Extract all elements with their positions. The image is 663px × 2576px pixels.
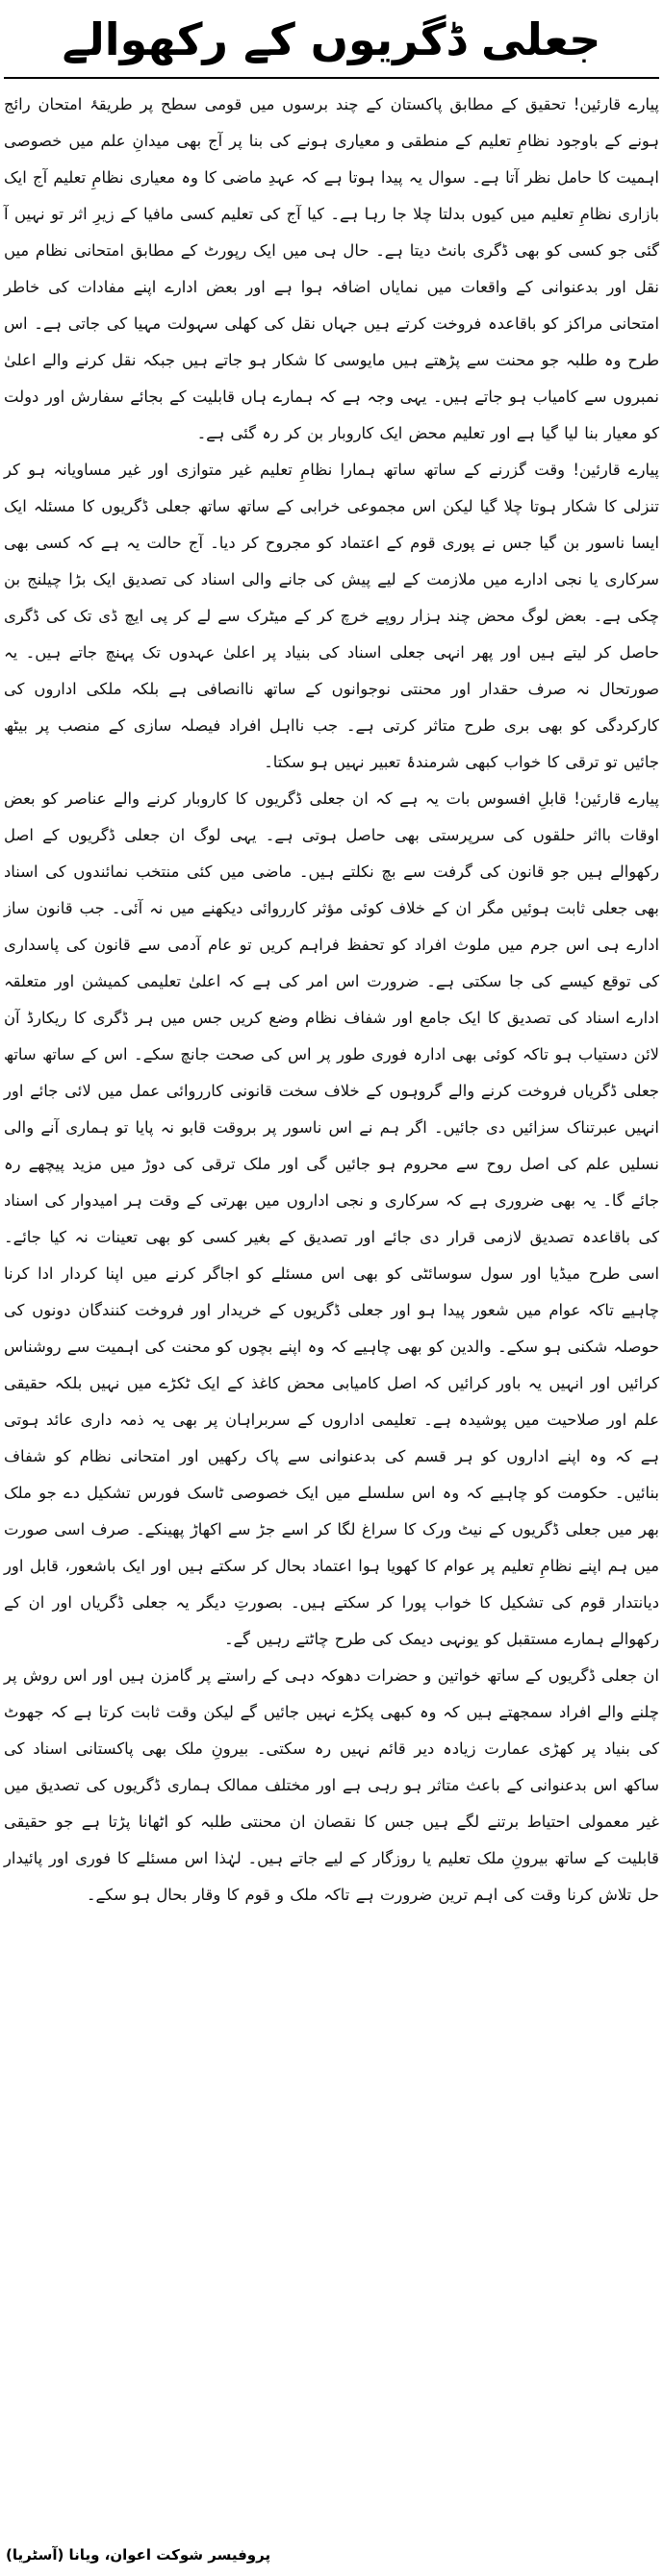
headline: جعلی ڈگریوں کے رکھوالے <box>62 13 601 65</box>
author-byline: پروفیسر شوکت اعوان، ویانا (آسٹریا) <box>6 2546 271 2563</box>
paragraph: پیارے قارئین! تحقیق کے مطابق پاکستان کے چند برسوں میں قومی سطح پر طریقۂ امتحان رائج ہونے کے باوجود نظامِ تعلیم کے منطقی و معیاری ہونے کی بنا پر آج بھی میدانِ علم میں خصوصی اہمیت کا حامل نظر آتا ہے۔ سوال یہ پیدا ہوتا ہے کہ عہدِ ماضی کا وہ معیاری نظامِ تعلیم آج ایک بازاری نظامِ تعلیم میں کیوں بدلتا چلا جا رہا ہے۔ کیا آج کی تعلیم کسی مافیا کے زیرِ اثر تو نہیں آ گئی جو کسی کو بھی ڈگری بانٹ دیتا ہے۔ حال ہی میں ایک رپورٹ کے مطابق امتحانی نظام میں نقل اور بدعنوانی کے واقعات میں نمایاں اضافہ ہوا ہے اور بعض ادارے اپنے مفادات کی خاطر امتحانی مراکز کو باقاعدہ فروخت کرتے ہیں جہاں نقل کی کھلی سہولت مہیا کی جاتی ہے۔ اس طرح وہ طلبہ جو محنت سے پڑھتے ہیں مایوسی کا شکار ہو جاتے ہیں جبکہ نقل کرنے والے اعلیٰ نمبروں سے کامیاب ہو جاتے ہیں۔ یہی وجہ ہے کہ ہمارے ہاں قابلیت کے بجائے سفارش اور دولت کو معیار بنا لیا گیا ہے اور تعلیم محض ایک کاروبار بن کر رہ گئی ہے۔ <box>4 95 659 442</box>
headline-divider <box>4 77 659 79</box>
paragraph: ان جعلی ڈگریوں کے ساتھ خواتین و حضرات دھوکہ دہی کے راستے پر گامزن ہیں اور اس روش پر چلنے والے افراد سمجھتے ہیں کہ وہ کبھی پکڑے نہیں جائیں گے لیکن وقت ثابت کرتا ہے کہ جھوٹ کی بنیاد پر کھڑی عمارت زیادہ دیر قائم نہیں رہ سکتی۔ بیرونِ ملک بھی پاکستانی اسناد کی ساکھ اس بدعنوانی کے باعث متاثر ہو رہی ہے اور مختلف ممالک ہماری ڈگریوں کی تصدیق میں غیر معمولی احتیاط برتنے لگے ہیں جس کا نقصان ان محنتی طلبہ کو اٹھانا پڑتا ہے جو حقیقی قابلیت کے ساتھ بیرونِ ملک تعلیم یا روزگار کے لیے جاتے ہیں۔ لہٰذا اس مسئلے کا فوری اور پائیدار حل تلاش کرنا وقت کی اہم ترین ضرورت ہے تاکہ ملک و قوم کا وقار بحال ہو سکے۔ <box>4 1666 659 1904</box>
paragraph: پیارے قارئین! قابلِ افسوس بات یہ ہے کہ ان جعلی ڈگریوں کا کاروبار کرنے والے عناصر کو بعض اوقات بااثر حلقوں کی سرپرستی بھی حاصل ہوتی ہے۔ یہی لوگ ان جعلی ڈگریوں کے اصل رکھوالے ہیں جو قانون کی گرفت سے بچ نکلتے ہیں۔ ماضی میں کئی منتخب نمائندوں کی اسناد بھی جعلی ثابت ہوئیں مگر ان کے خلاف کوئی مؤثر کارروائی دیکھنے میں نہ آئی۔ جب قانون ساز ادارے ہی اس جرم میں ملوث افراد کو تحفظ فراہم کریں تو عام آدمی سے قانون کی پاسداری کی توقع کیسے کی جا سکتی ہے۔ ضرورت اس امر کی ہے کہ اعلیٰ تعلیمی کمیشن اور متعلقہ ادارے اسناد کی تصدیق کا ایک جامع اور شفاف نظام وضع کریں جس میں ہر ڈگری کا ریکارڈ آن لائن دستیاب ہو تاکہ کوئی بھی ادارہ فوری طور پر اس کی صحت جانچ سکے۔ اس کے ساتھ ساتھ جعلی ڈگریاں فروخت کرنے والے گروہوں کے خلاف سخت قانونی کارروائی عمل میں لائی جائے اور انہیں عبرتناک سزائیں دی جائیں۔ اگر ہم نے اس ناسور پر بروقت قابو نہ پایا تو ہماری آنے والی نسلیں علم کی اصل روح سے محروم ہو جائیں گی اور ملک ترقی کی دوڑ میں مزید پیچھے رہ جائے گا۔ یہ بھی ضروری ہے کہ سرکاری و نجی اداروں میں بھرتی کے وقت ہر امیدوار کی اسناد کی باقاعدہ تصدیق لازمی قرار دی جائے اور تصدیق کے بغیر کسی کو بھی تعینات نہ کیا جائے۔ اسی طرح میڈیا اور سول سوسائٹی کو بھی اس مسئلے کو اجاگر کرنے میں اپنا کردار ادا کرنا چاہیے تاکہ عوام میں شعور پیدا ہو اور جعلی ڈگریوں کے خریدار اور فروخت کنندگان دونوں کی حوصلہ شکنی ہو سکے۔ والدین کو بھی چاہیے کہ وہ اپنے بچوں کو محنت کی اہمیت سے روشناس کرائیں اور انہیں یہ باور کرائیں کہ اصل کامیابی محض کاغذ کے ایک ٹکڑے میں نہیں بلکہ حقیقی علم اور صلاحیت میں پوشیدہ ہے۔ تعلیمی اداروں کے سربراہان پر بھی یہ ذمہ داری عائد ہوتی ہے کہ وہ اپنے اداروں کو ہر قسم کی بدعنوانی سے پاک رکھیں اور امتحانی نظام کو شفاف بنائیں۔ حکومت کو چاہیے کہ وہ اس سلسلے میں ایک خصوصی ٹاسک فورس تشکیل دے جو ملک بھر میں جعلی ڈگریوں کے نیٹ ورک کا سراغ لگا کر اسے جڑ سے اکھاڑ پھینکے۔ صرف اسی صورت میں ہم اپنے نظامِ تعلیم پر عوام کا کھویا ہوا اعتماد بحال کر سکتے ہیں اور ایک باشعور، قابل اور دیانتدار قوم کی تشکیل کا خواب پورا کر سکتے ہیں۔ بصورتِ دیگر یہ جعلی ڈگریاں اور ان کے رکھوالے ہمارے مستقبل کو یونہی دیمک کی طرح چاٹتے رہیں گے۔ <box>4 789 659 1648</box>
article-body <box>4 87 659 1913</box>
paragraph: پیارے قارئین! وقت گزرنے کے ساتھ ساتھ ہمارا نظامِ تعلیم غیر متوازی اور غیر مساویانہ ہو کر تنزلی کا شکار ہوتا چلا گیا لیکن اس مجموعی خرابی کے ساتھ ساتھ جعلی ڈگریوں کا مسئلہ ایک ایسا ناسور بن گیا جس نے پوری قوم کے اعتماد کو مجروح کر دیا۔ آج حالت یہ ہے کہ کسی بھی سرکاری یا نجی ادارے میں ملازمت کے لیے پیش کی جانے والی اسناد کی تصدیق ایک بڑا چیلنج بن چکی ہے۔ بعض لوگ محض چند ہزار روپے خرچ کر کے میٹرک سے لے کر پی ایچ ڈی تک کی ڈگری حاصل کر لیتے ہیں اور پھر انہی جعلی اسناد کی بنیاد پر اعلیٰ عہدوں تک پہنچ جاتے ہیں۔ یہ صورتحال نہ صرف حقدار اور محنتی نوجوانوں کے ساتھ ناانصافی ہے بلکہ ملکی اداروں کی کارکردگی کو بھی بری طرح متاثر کرتی ہے۔ جب نااہل افراد فیصلہ سازی کے منصب پر بیٹھ جائیں تو ترقی کا خواب کبھی شرمندۂ تعبیر نہیں ہو سکتا۔ <box>4 461 659 771</box>
